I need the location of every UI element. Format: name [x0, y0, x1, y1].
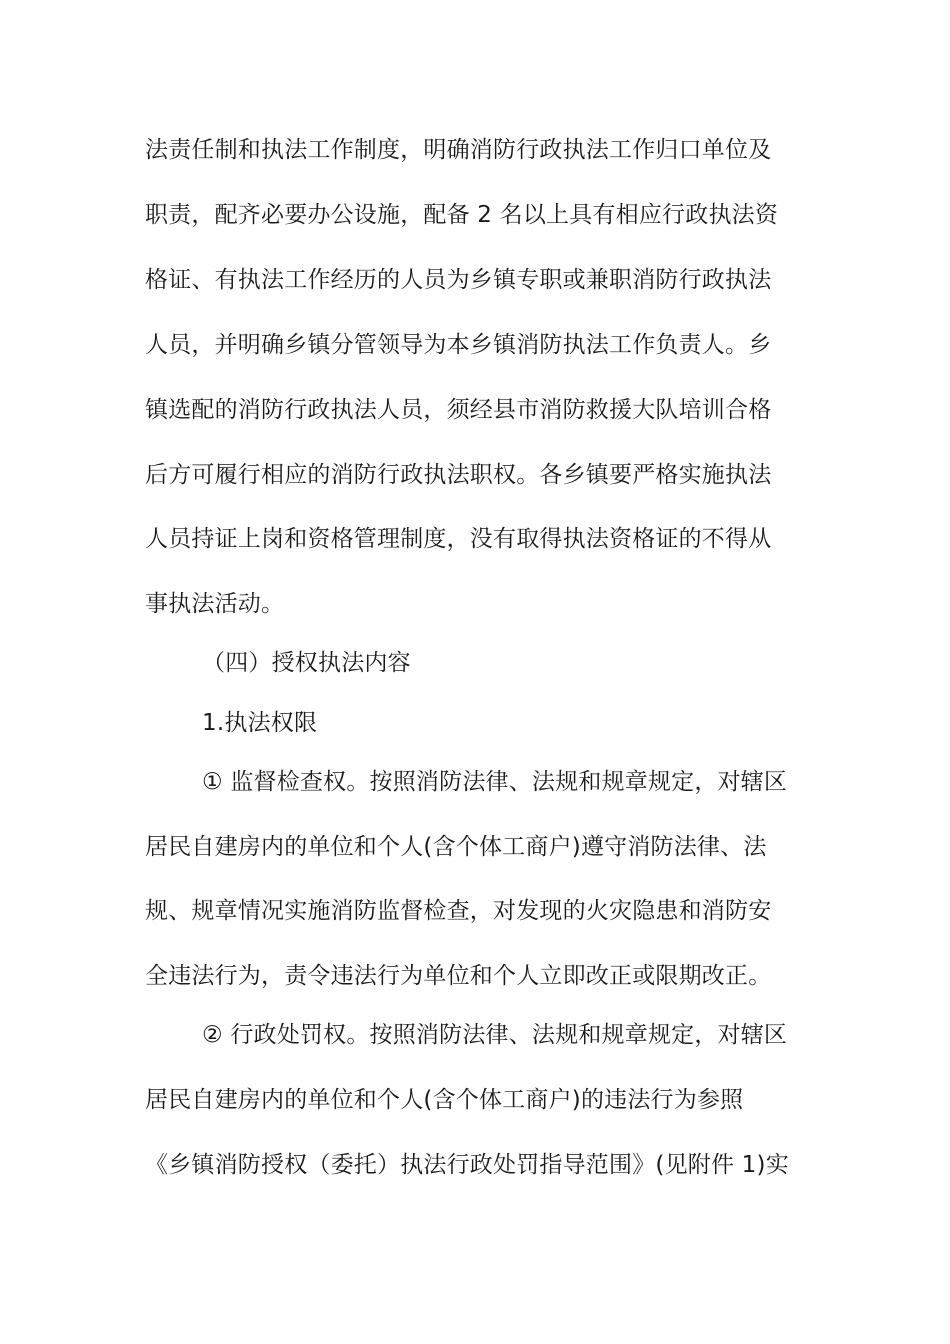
body-line-12: 全违法行为，责令违法行为单位和个人立即改正或限期改正。: [145, 963, 772, 989]
body-line-6: 后方可履行相应的消防行政执法职权。各乡镇要严格实施执法: [145, 462, 772, 488]
body-line-11: 规、规章情况实施消防监督检查，对发现的火灾隐患和消防安: [145, 898, 772, 924]
body-line-15: 《乡镇消防授权（委托）执法行政处罚指导范围》(见附件 1)实: [145, 1152, 789, 1178]
body-line-13: ② 行政处罚权。按照消防法律、法规和规章规定，对辖区: [202, 1022, 788, 1048]
section-heading: （四）授权执法内容: [202, 650, 411, 676]
body-line-8: 事执法活动。: [145, 591, 285, 617]
body-line-14: 居民自建房内的单位和个人(含个体工商户)的违法行为参照: [145, 1087, 744, 1113]
body-line-2: 职责，配齐必要办公设施，配备 2 名以上具有相应行政执法资: [145, 202, 779, 228]
body-line-4: 人员，并明确乡镇分管领导为本乡镇消防执法工作负责人。乡: [145, 332, 772, 358]
subsection-heading: 1.执法权限: [202, 710, 318, 736]
body-line-3: 格证、有执法工作经历的人员为乡镇专职或兼职消防行政执法: [145, 267, 772, 293]
body-line-7: 人员持证上岗和资格管理制度，没有取得执法资格证的不得从: [145, 526, 772, 552]
body-line-10: 居民自建房内的单位和个人(含个体工商户)遵守消防法律、法: [145, 834, 767, 860]
body-line-5: 镇选配的消防行政执法人员，须经县市消防救援大队培训合格: [145, 397, 772, 423]
body-line-9: ① 监督检查权。按照消防法律、法规和规章规定，对辖区: [202, 769, 788, 795]
body-line-1: 法责任制和执法工作制度，明确消防行政执法工作归口单位及: [145, 137, 772, 163]
